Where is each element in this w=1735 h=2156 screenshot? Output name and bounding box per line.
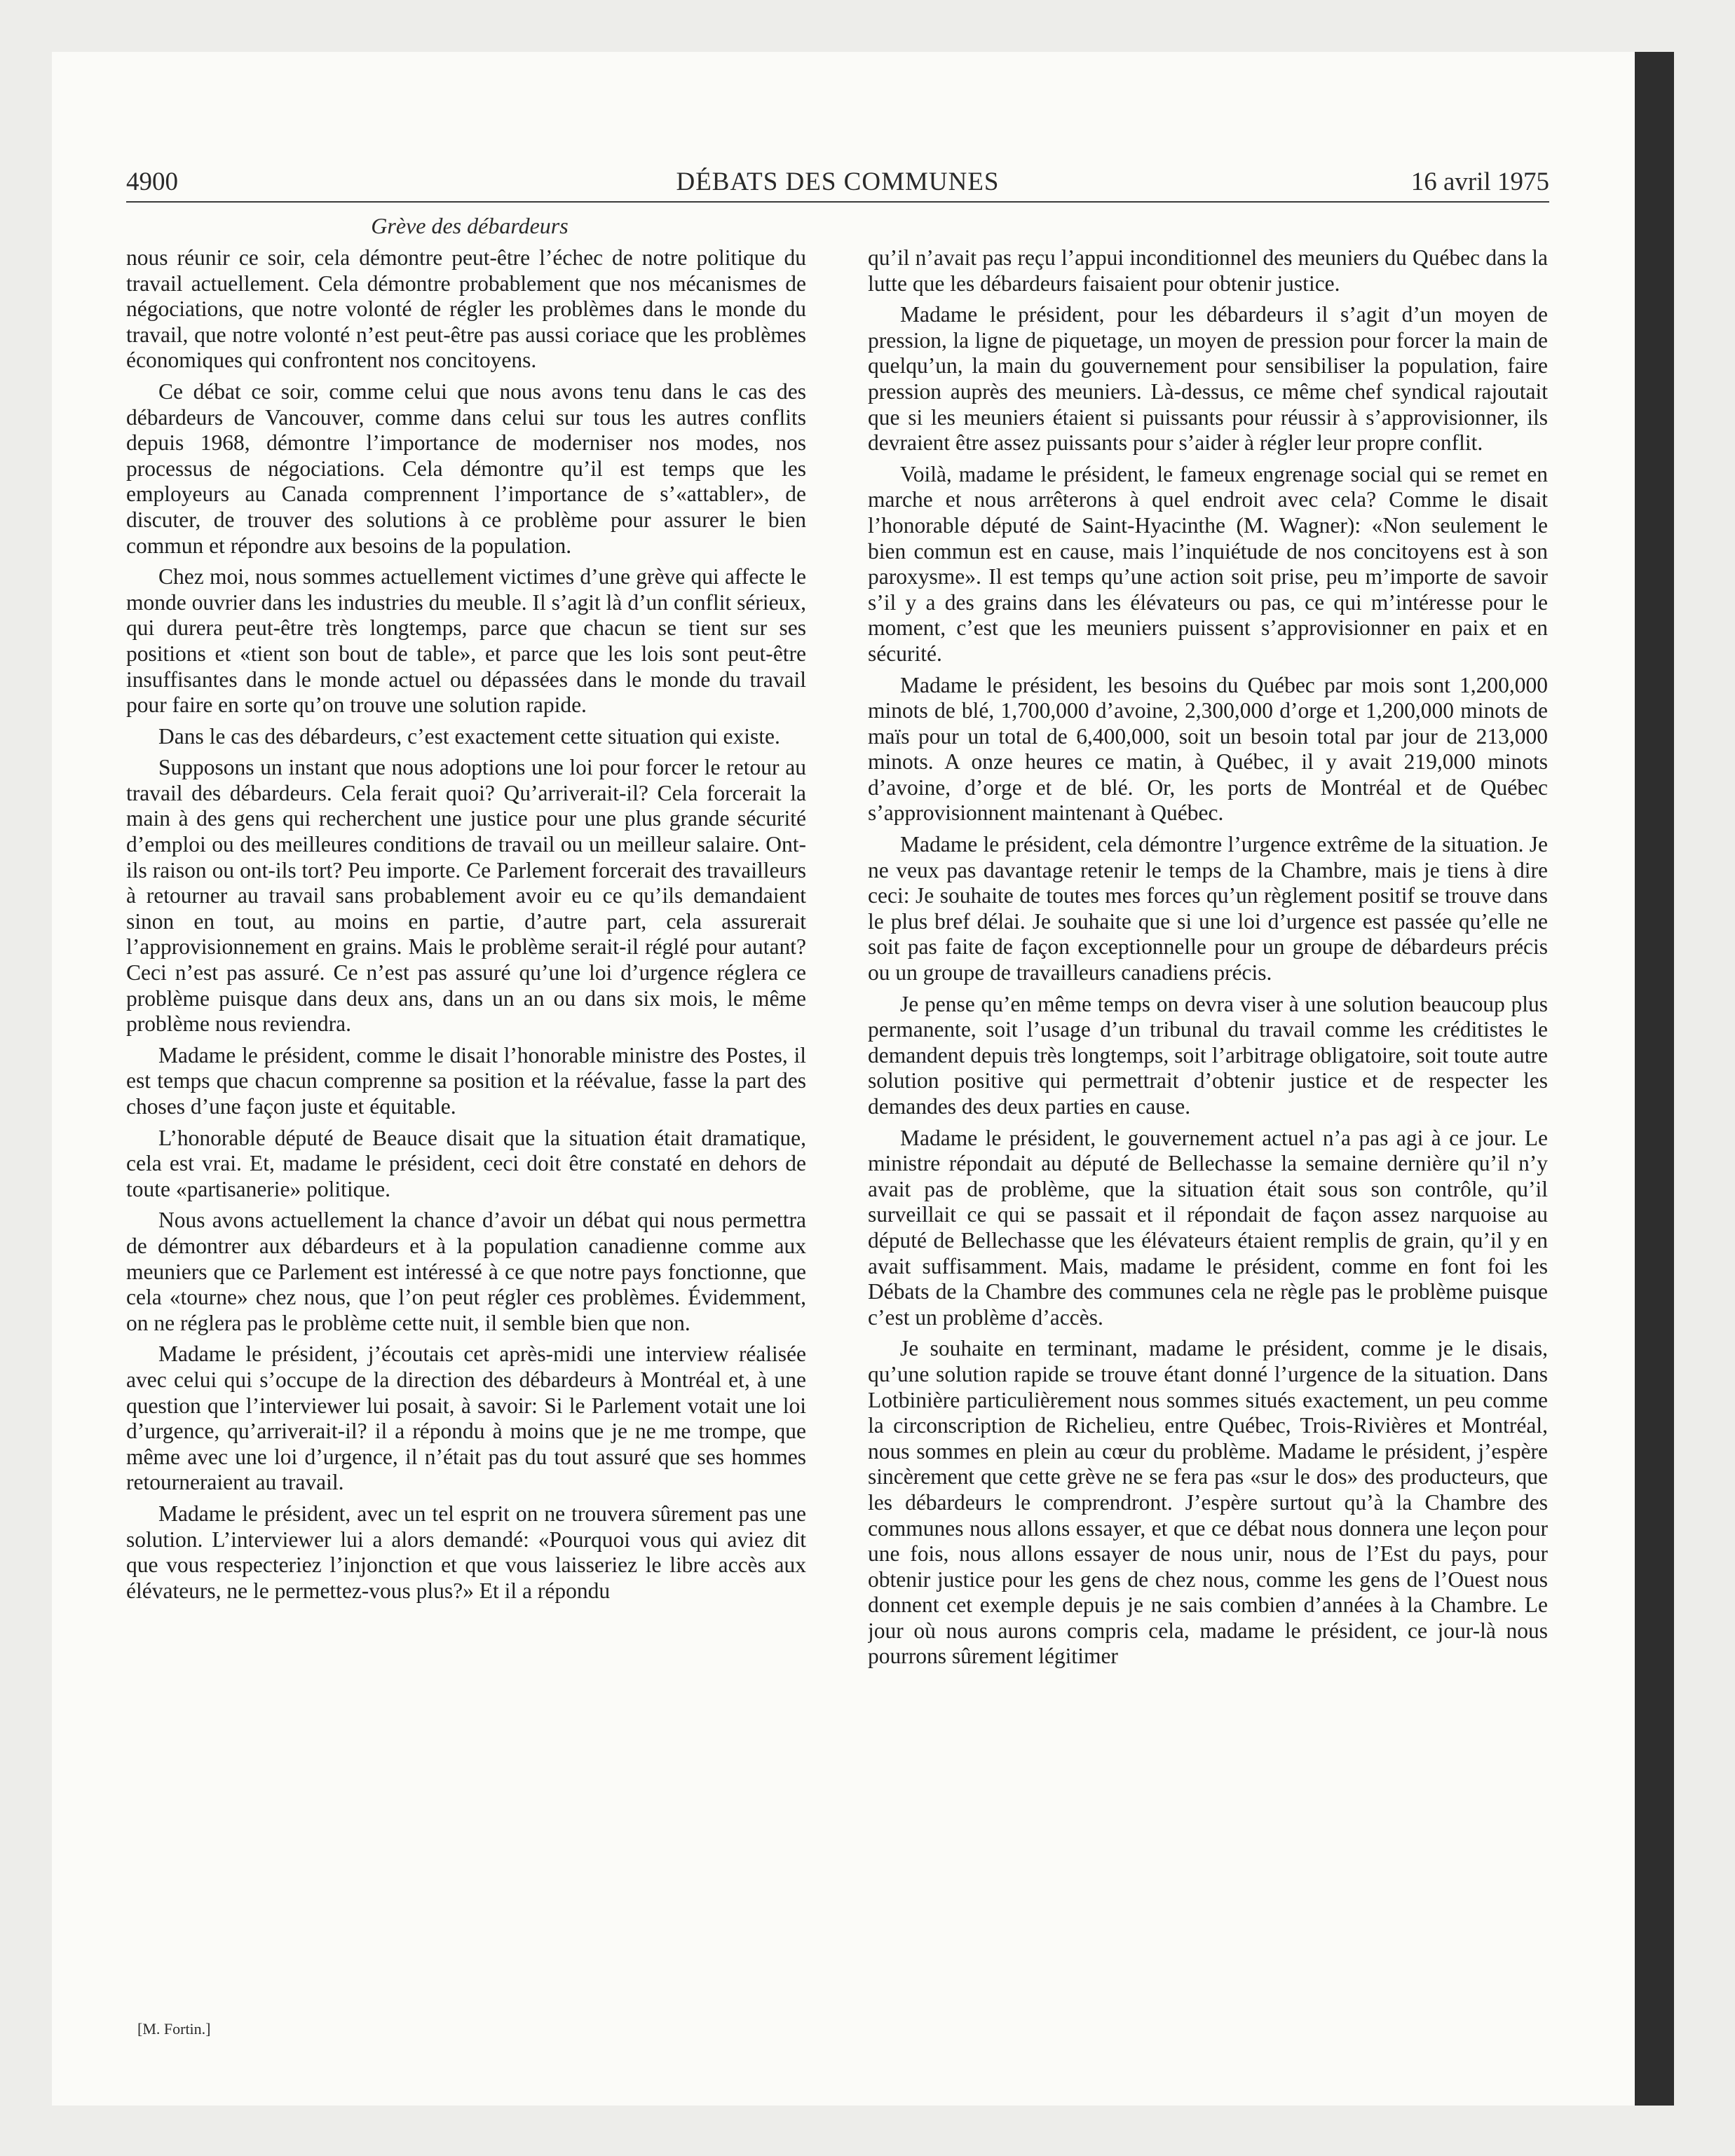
paragraph: Madame le président, le gouvernement actuel n’a pas agi à ce jour. Le ministre répondait au député de Bellechasse la semaine dernière qu’il n’y avait pas de problème, que la situation était sous son contrôle, qu’il surveillait ce qui se passait et il répondait de façon assez narquoise au député de Bellechasse que les élévateurs étaient remplis de grain, qu’il y en avait suffisamment. Mais, madame le président, comme en font foi les Débats de la Chambre des communes cela ne règle pas le problème puisque c’est un problème d’accès. bbox=[868, 1125, 1548, 1330]
paragraph: Madame le président, les besoins du Québec par mois sont 1,200,000 minots de blé, 1,700,000 d’avoine, 2,300,000 d’orge et 1,200,000 minots de maïs pour un total de 6,400,000, soit un besoin total par jour de 213,000 minots. A onze heures ce matin, à Québec, il y avait 219,000 minots d’avoine, d’orge et de blé. Or, les ports de Montréal et de Québec s’approvisionnent maintenant à Québec. bbox=[868, 672, 1548, 826]
paragraph: Ce débat ce soir, comme celui que nous avons tenu dans le cas des débardeurs de Vancouver, comme dans celui sur tous les autres conflits depuis 1968, démontre l’importance de moderniser nos modes, nos processus de négociations. Cela démontre qu’il est temps que les employeurs au Canada comprennent l’importance de s’«attabler», de discuter, de trouver des solutions à ce problème pour assurer le bien commun et répondre aux besoins de la population. bbox=[126, 378, 806, 558]
paragraph: Voilà, madame le président, le fameux engrenage social qui se remet en marche et nous arrêterons à quel endroit avec cela? Comme le disait l’honorable député de Saint-Hyacinthe (M. Wagner): «Non seulement le bien commun est en cause, mais l’inquiétude de nos concitoyens est à son paroxysme». Il est temps qu’une action soit prise, peu m’importe de savoir s’il y a des grains dans les élévateurs ou pas, ce qui m’intéresse pour le moment, c’est que les meuniers puissent s’approvisionner en paix et en sécurité. bbox=[868, 461, 1548, 666]
paragraph: Supposons un instant que nous adoptions une loi pour forcer le retour au travail des débardeurs. Cela ferait quoi? Qu’arriverait-il? Cela forcerait la main à des gens qui recherchent une justice pour une plus grande sécurité d’emploi ou des meilleures conditions de travail ou un meilleur salaire. Ont-ils raison ou ont-ils tort? Peu importe. Ce Parlement forcerait des travailleurs à retourner au travail sans probablement avoir eu ce qu’ils demandaient sinon en tout, au moins en partie, d’autre part, cela assurerait l’approvisionnement en grains. Mais le problème serait-il réglé pour autant? Ceci n’est pas assuré. Ce n’est pas assuré qu’une loi d’urgence réglera ce problème puisque dans deux ans, dans un an ou dans six mois, le même problème nous reviendra. bbox=[126, 755, 806, 1037]
paragraph: Dans le cas des débardeurs, c’est exactement cette situation qui existe. bbox=[158, 723, 780, 749]
section-title: Grève des débardeurs bbox=[371, 213, 569, 238]
speaker-attribution: [M. Fortin.] bbox=[137, 2020, 211, 2038]
paragraph: Madame le président, cela démontre l’urgence extrême de la situation. Je ne veux pas davantage retenir le temps de la Chambre, mais je tiens à dire ceci: Je souhaite de toutes mes forces qu’un règlement positif se trouve dans le plus bref délai. Je souhaite que si une loi d’urgence est passée qu’elle ne soit pas faite de façon exceptionnelle pour un groupe de débardeurs précis ou un groupe de travailleurs canadiens précis. bbox=[868, 832, 1548, 985]
paragraph: nous réunir ce soir, cela démontre peut-être l’échec de notre politique du travail actuellement. Cela démontre probablement que nos mécanismes de négociations, que notre volonté de régler les problèmes dans le monde du travail, que notre volonté n’est peut-être pas aussi coriace que les problèmes économiques qui confrontent nos concitoyens. bbox=[126, 245, 806, 373]
issue-date: 16 avril 1975 bbox=[1410, 168, 1549, 196]
paragraph: Madame le président, avec un tel esprit on ne trouvera sûrement pas une solution. L’interviewer lui a alors demandé: «Pourquoi vous qui aviez dit que vous respecteriez l’injonction et que vous laisseriez le libre accès aux élévateurs, ne le permettez-vous plus?» Et il a répondu bbox=[126, 1501, 806, 1603]
paragraph: Madame le président, comme le disait l’honorable ministre des Postes, il est temps que chacun comprenne sa position et la réévalue, fasse la part des choses d’une façon juste et équitable. bbox=[126, 1042, 806, 1119]
paragraph: qu’il n’avait pas reçu l’appui inconditionnel des meuniers du Québec dans la lutte que les débardeurs faisaient pour obtenir justice. bbox=[868, 245, 1548, 296]
journal-title: DÉBATS DES COMMUNES bbox=[676, 168, 1000, 196]
paragraph: Nous avons actuellement la chance d’avoir un débat qui nous permettra de démontrer aux débardeurs et à la population canadienne comme aux meuniers que ce Parlement est intéressé à ce que notre pays fonctionne, que cela «tourne» chez nous, que l’on peut régler ces problèmes. Évidemment, on ne réglera pas le problème cette nuit, il semble bien que non. bbox=[126, 1208, 806, 1335]
page-number: 4900 bbox=[126, 168, 178, 196]
right-column bbox=[868, 245, 1548, 2012]
running-head bbox=[126, 161, 1549, 202]
paragraph: Je pense qu’en même temps on devra viser à une solution beaucoup plus permanente, soit l’usage d’un tribunal du travail comme les créditistes le demandent depuis très longtemps, soit l’arbitrage obligatoire, soit toute autre solution positive qui permettrait d’obtenir justice et de respecter les demandes des deux parties en cause. bbox=[868, 991, 1548, 1119]
scan-edge-shadow bbox=[1635, 52, 1674, 2106]
header-rule bbox=[126, 201, 1549, 203]
paragraph: Je souhaite en terminant, madame le président, comme je le disais, qu’une solution rapide se trouve étant donné l’urgence de la situation. Dans Lotbinière particulièrement nous sommes situés exactement, un peu comme la circonscription de Richelieu, entre Québec, Trois-Rivières et Montréal, nous sommes en plein au cœur du problème. Madame le président, j’espère sincèrement que cette grève ne se fera pas «sur le dos» des producteurs, que les débardeurs le comprendront. J’espère surtout qu’à la Chambre des communes nous allons essayer, et que ce débat nous donnera une leçon pour une fois, nous allons essayer de nous unir, nous de l’Est du pays, pour obtenir justice pour les gens de chez nous, comme les gens de l’Ouest nous donnent cet exemple depuis je ne sais combien d’années à la Chambre. Le jour où nous aurons compris cela, madame le président, ce jour-là nous pourrons sûrement légitimer bbox=[868, 1336, 1548, 1669]
left-column bbox=[126, 245, 806, 2012]
paragraph: Madame le président, pour les débardeurs il s’agit d’un moyen de pression, la ligne de piquetage, un moyen de pression pour forcer la main de quelqu’un, la main du gouvernement pour sensibiliser la population, faire pression auprès des meuniers. Là-dessus, ce même chef syndical rajoutait que si les meuniers étaient si puissants pour réussir à s’approvisionner, ils devraient être assez puissants pour s’aider à régler leur propre conflit. bbox=[868, 302, 1548, 456]
paragraph: Chez moi, nous sommes actuellement victimes d’une grève qui affecte le monde ouvrier dans les industries du meuble. Il s’agit là d’un conflit sérieux, qui durera peut-être très longtemps, parce que chacun se tient sur ses positions et «tient son bout de table», et parce que les lois sont peut-être insuffisantes dans le monde actuel ou dépassées dans le monde du travail pour faire en sorte qu’on trouve une solution rapide. bbox=[126, 564, 806, 718]
paragraph: Madame le président, j’écoutais cet après-midi une interview réalisée avec celui qui s’occupe de la direction des débardeurs à Montréal et, à une question que l’interviewer lui posait, à savoir: Si le Parlement votait une loi d’urgence, qu’arriverait-il? il a répondu à moins que je ne me trompe, que même avec une loi d’urgence, il n’était pas du tout assuré que ses hommes retourneraient au travail. bbox=[126, 1342, 806, 1495]
paragraph: L’honorable député de Beauce disait que la situation était dramatique, cela est vrai. Et, madame le président, ceci doit être constaté en dehors de toute «partisanerie» politique. bbox=[126, 1125, 806, 1201]
